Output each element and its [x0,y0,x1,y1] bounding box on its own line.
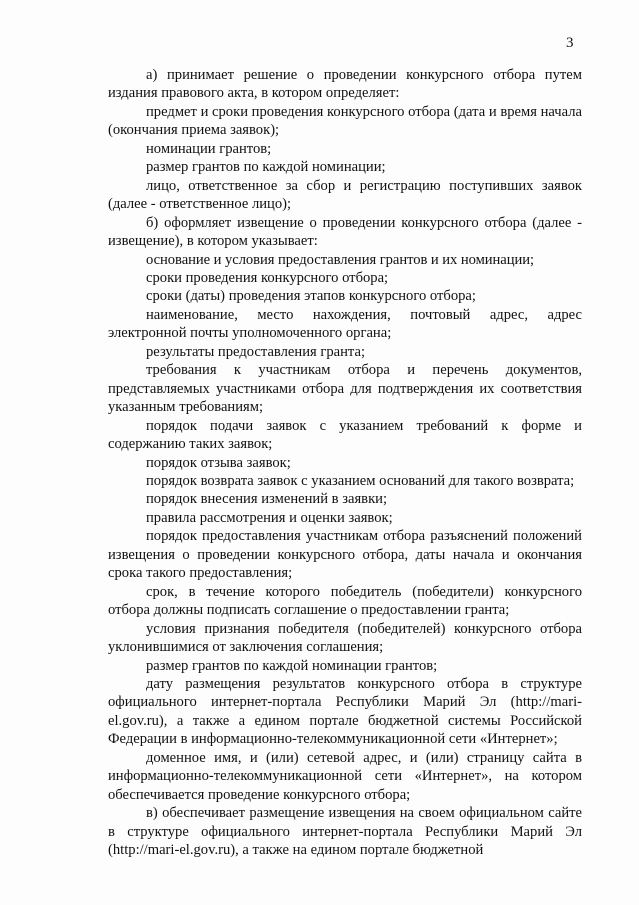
paragraph-application-withdrawal: порядок отзыва заявок; [146,454,291,471]
paragraph-clarifications: порядок предоставления участникам отбора разъяснений положений извещения о проведении конкурсного отбора, даты начала и окончания срока такого предоставления; [108,528,582,582]
paragraph-participant-requirements: требования к участникам отбора и перечень документов, представляемых участниками отбора для подтверждения их соответствия указанным требованиям; [108,362,582,416]
paragraph-review-rules: правила рассмотрения и оценки заявок; [146,509,393,526]
paragraph-stage-dates: сроки (даты) проведения этапов конкурсного отбора; [146,288,476,305]
paragraph-signing-deadline: срок, в течение которого победитель (победители) конкурсного отбора должны подписать соглашение о предоставлении гранта; [108,583,582,619]
paragraph-selection-terms: сроки проведения конкурсного отбора; [146,269,389,286]
page-number: 3 [566,35,574,51]
paragraph-evasion-conditions: условия признания победителя (победителей) конкурсного отбора уклонившимися от заключения соглашения; [108,620,582,656]
document-body [108,66,582,859]
paragraph-responsible-person: лицо, ответственное за сбор и регистрацию поступивших заявок (далее - ответственное лицо); [108,177,582,213]
paragraph-grant-nominations: номинации грантов; [146,140,272,157]
paragraph-results-publication: дату размещения результатов конкурсного отбора в структуре официального интернет-портала Республики Марий Эл (http://mari-el.gov.ru), а также а едином портале бюджетной системы Российской Федерации в информационно-телекоммуникационной сети «Интернет»; [108,675,582,748]
paragraph-subject-terms: предмет и сроки проведения конкурсного отбора (дата и время начала (окончания приема заявок); [108,103,582,139]
paragraph-v: в) обеспечивает размещение извещения на своем официальном сайте в структуре официального интернет-портала Республики Марий Эл (http://mari-el.gov.ru), а также на едином портале бюджетной [108,805,582,859]
paragraph-application-return: порядок возврата заявок с указанием оснований для такого возврата; [146,472,575,489]
paragraph-b: б) оформляет извещение о проведении конкурсного отбора (далее - извещение), в котором указывает: [108,214,582,250]
paragraph-application-changes: порядок внесения изменений в заявки; [146,491,388,508]
paragraph-a: а) принимает решение о проведении конкурсного отбора путем издания правового акта, в котором определяет: [108,67,582,102]
paragraph-organization-details: наименование, место нахождения, почтовый адрес, адрес электронной почты уполномоченного органа; [108,306,582,342]
paragraph-grant-basis: основание и условия предоставления грантов и их номинации; [146,251,535,268]
paragraph-grant-results: результаты предоставления гранта; [146,343,366,360]
paragraph-application-procedure: порядок подачи заявок с указанием требований к форме и содержанию таких заявок; [108,417,582,453]
paragraph-domain-address: доменное имя, и (или) сетевой адрес, и (или) страницу сайта в информационно-телекоммуникационной сети «Интернет», на котором обеспечивается проведение конкурсного отбора; [108,749,582,803]
paragraph-grant-size: размер грантов по каждой номинации; [146,159,386,176]
paragraph-grant-size-nomination: размер грантов по каждой номинации грантов; [146,657,438,674]
